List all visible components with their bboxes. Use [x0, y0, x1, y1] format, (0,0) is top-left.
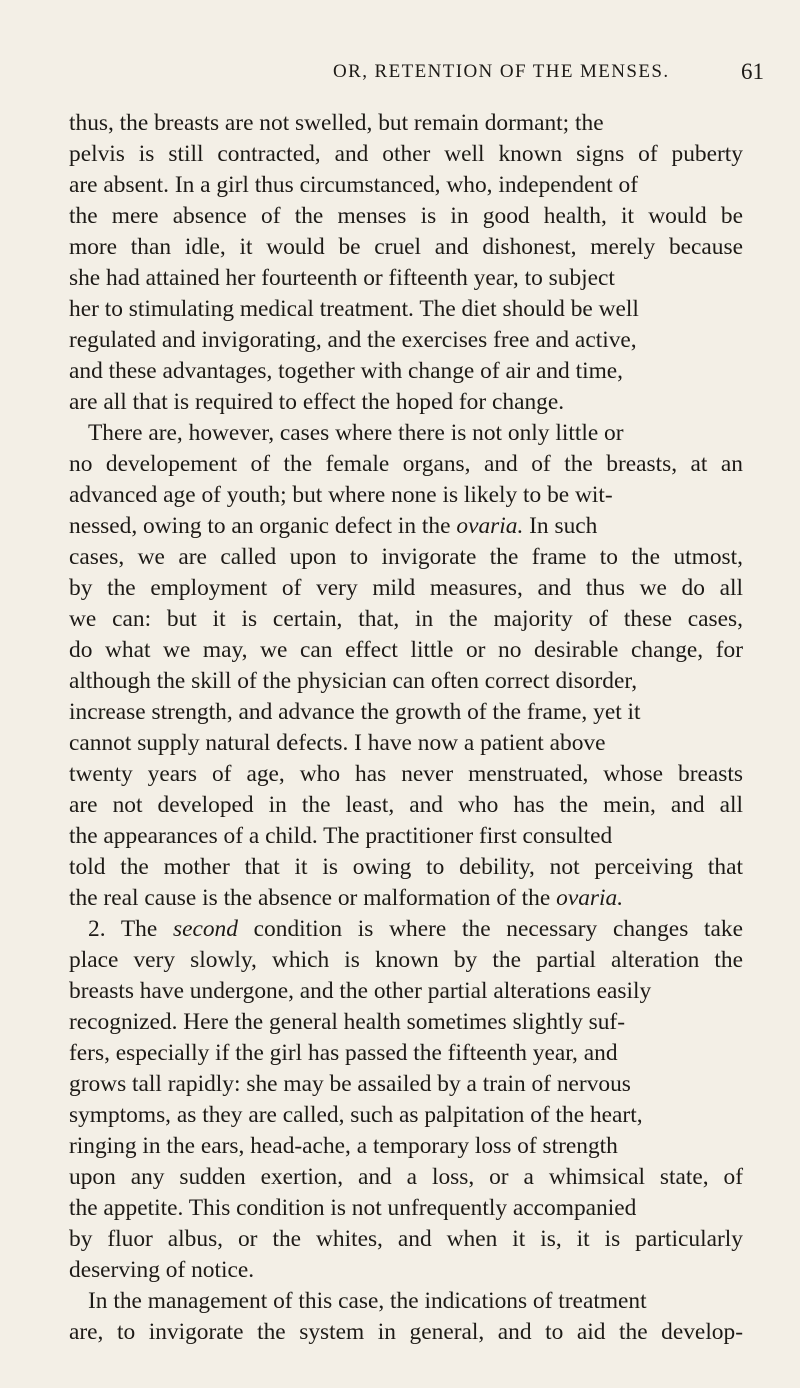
- line-text: breasts have undergone, and the other partial alterations easily: [69, 978, 652, 1004]
- text-line: [0, 1162, 800, 1192]
- text-line: [0, 170, 800, 200]
- text-line: [0, 449, 800, 479]
- line-text: recognized. Here the general health sometimes slightly suf-: [69, 1009, 625, 1035]
- text-line: [0, 790, 800, 820]
- text-line: [0, 976, 800, 1006]
- text-line: [0, 325, 800, 355]
- text-line: [0, 697, 800, 727]
- text-line: [0, 387, 800, 417]
- line-text: place very slowly, which is known by the partial alteration the: [69, 947, 743, 973]
- text-line: [0, 1286, 800, 1316]
- text-line: [0, 201, 800, 231]
- line-text: [69, 883, 623, 913]
- line-text: cannot supply natural defects. I have now a patient above: [69, 730, 606, 756]
- text-line: [0, 139, 800, 169]
- line-text: symptoms, as they are called, such as palpitation of the heart,: [69, 1102, 643, 1128]
- line-text-part: nessed, owing to an organic defect in the: [69, 513, 451, 539]
- text-line: [0, 728, 800, 758]
- text-line: [0, 821, 800, 851]
- line-text: the mere absence of the menses is in good health, it would be: [69, 203, 743, 229]
- line-text: do what we may, we can effect little or no desirable change, for: [69, 637, 743, 663]
- line-text: the appearances of a child. The practitioner first consulted: [69, 823, 613, 849]
- line-text: no developement of the female organs, and of the breasts, at an: [69, 451, 743, 477]
- text-line: [0, 232, 800, 262]
- line-text: and these advantages, together with change of air and time,: [69, 358, 624, 384]
- line-text: [88, 914, 743, 944]
- text-line: [0, 1224, 800, 1254]
- italic-term: ovaria.: [456, 513, 524, 539]
- text-line: [0, 852, 800, 882]
- text-line: [0, 1069, 800, 1099]
- line-text-part: 2. The: [88, 916, 158, 942]
- line-text: In the management of this case, the indications of treatment: [88, 1288, 647, 1314]
- text-line: [0, 635, 800, 665]
- text-line: [0, 883, 800, 913]
- running-head: [0, 61, 800, 87]
- text-line: [0, 1193, 800, 1223]
- text-line: [0, 1038, 800, 1068]
- line-text: cases, we are called upon to invigorate the frame to the utmost,: [69, 544, 743, 570]
- text-line: [0, 666, 800, 696]
- text-line: [0, 573, 800, 603]
- line-text: thus, the breasts are not swelled, but remain dormant; the: [69, 110, 604, 136]
- line-text: are, to invigorate the system in general, and to aid the develop-: [69, 1319, 743, 1345]
- text-line: [0, 945, 800, 975]
- text-line: [0, 511, 800, 541]
- italic-term: ovaria.: [556, 885, 624, 911]
- line-text: There are, however, cases where there is not only little or: [88, 420, 624, 446]
- line-text-part: In such: [523, 513, 598, 539]
- text-line: [0, 418, 800, 448]
- line-text: pelvis is still contracted, and other well known signs of puberty: [69, 141, 743, 167]
- line-text: she had attained her fourteenth or fifteenth year, to subject: [69, 265, 615, 291]
- line-text-part: condition is where the necessary changes take: [237, 916, 743, 942]
- line-text: by the employment of very mild measures, and thus we do all: [69, 575, 743, 601]
- line-text: her to stimulating medical treatment. The diet should be well: [69, 296, 639, 322]
- line-text-part: the real cause is the absence or malformation of the: [69, 885, 551, 911]
- line-text: regulated and invigorating, and the exercises free and active,: [69, 327, 637, 353]
- text-line: [0, 294, 800, 324]
- text-line: [0, 1131, 800, 1161]
- line-text: the appetite. This condition is not unfrequently accompanied: [69, 1195, 637, 1221]
- line-text: are all that is required to effect the hoped for change.: [69, 389, 565, 415]
- line-text: by fluor albus, or the whites, and when it is, it is particularly: [69, 1226, 743, 1252]
- line-text: more than idle, it would be cruel and dishonest, merely because: [69, 234, 743, 260]
- text-line: [0, 914, 800, 944]
- line-text: grows tall rapidly: she may be assailed by a train of nervous: [69, 1071, 631, 1097]
- text-line: [0, 108, 800, 138]
- line-text: advanced age of youth; but where none is likely to be wit-: [69, 482, 613, 508]
- text-line: [0, 759, 800, 789]
- text-line: [0, 263, 800, 293]
- line-text: we can: but it is certain, that, in the majority of these cases,: [69, 606, 743, 632]
- line-text: [69, 511, 597, 541]
- text-line: [0, 604, 800, 634]
- page-number: 61: [741, 59, 764, 84]
- text-line: [0, 1317, 800, 1347]
- line-text: increase strength, and advance the growth of the frame, yet it: [69, 699, 641, 725]
- line-text: upon any sudden exertion, and a loss, or a whimsical state, of: [69, 1164, 743, 1190]
- line-text: are not developed in the least, and who has the mein, and all: [69, 792, 743, 818]
- line-text: told the mother that it is owing to debility, not perceiving that: [69, 854, 743, 880]
- line-text: deserving of notice.: [69, 1257, 255, 1283]
- line-text: fers, especially if the girl has passed the fifteenth year, and: [69, 1040, 618, 1066]
- text-line: [0, 1100, 800, 1130]
- text-line: [0, 1007, 800, 1037]
- text-line: [0, 542, 800, 572]
- italic-term: second: [172, 916, 238, 942]
- text-line: [0, 480, 800, 510]
- line-text: ringing in the ears, head-ache, a temporary loss of strength: [69, 1133, 618, 1159]
- text-line: [0, 1255, 800, 1285]
- line-text: twenty years of age, who has never menstruated, whose breasts: [69, 761, 743, 787]
- line-text: although the skill of the physician can often correct disorder,: [69, 668, 638, 694]
- text-line: [0, 356, 800, 386]
- line-text: are absent. In a girl thus circumstanced, who, independent of: [69, 172, 638, 198]
- running-title: OR, RETENTION OF THE MENSES.: [333, 61, 670, 82]
